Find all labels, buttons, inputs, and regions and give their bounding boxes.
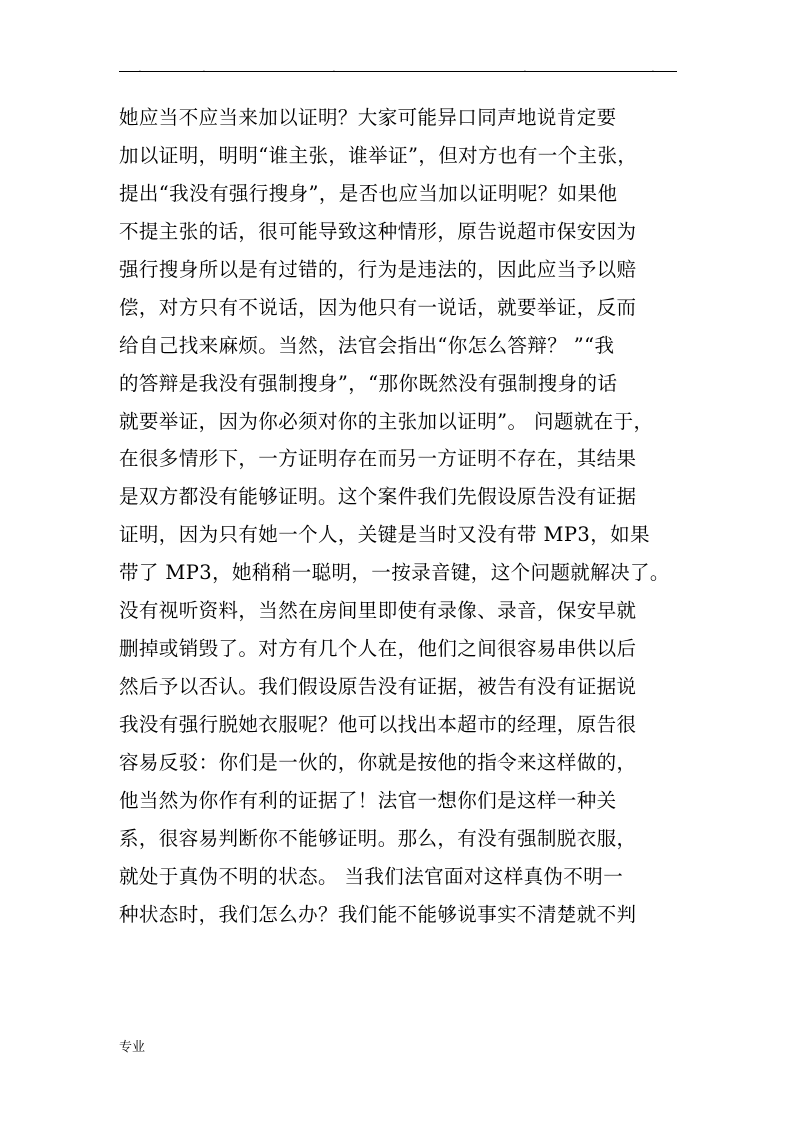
text-line: 种状态时，我们怎么办？我们能不能够说事实不清楚就不判: [119, 902, 637, 926]
text-line: 是双方都没有能够证明。这个案件我们先假设原告没有证据: [119, 485, 637, 509]
text-line: 偿，对方只有不说话，因为他只有一说话，就要举证，反而: [119, 295, 637, 319]
text-line: 然后予以否认。我们假设原告没有证据，被告有没有证据说: [119, 675, 637, 699]
header-dot: .: [524, 66, 526, 73]
header-dot: .: [139, 66, 141, 73]
text-line: 就要举证，因为你必须对你的主张加以证明”。 问题就在于，: [119, 409, 654, 433]
text-line: 容易反驳：你们是一伙的，你就是按他的指令来这样做的，: [119, 750, 637, 774]
text-line: 强行搜身所以是有过错的，行为是违法的，因此应当予以赔: [119, 257, 637, 281]
text-line: 带了 MP3，她稍稍一聪明，一按录音键，这个问题就解决了。: [119, 561, 670, 585]
text-line: 不提主张的话，很可能导致这种情形，原告说超市保安因为: [119, 219, 637, 243]
text-line: 在很多情形下，一方证明存在而另一方证明不存在，其结果: [119, 447, 637, 471]
text-line: 证明，因为只有她一个人，关键是当时又没有带 MP3，如果: [119, 523, 650, 547]
text-line: 删掉或销毁了。对方有几个人在，他们之间很容易串供以后: [119, 637, 637, 661]
text-line: 我没有强行脱她衣服呢？他可以找出本超市的经理，原告很: [119, 713, 637, 736]
text-line: 她应当不应当来加以证明？大家可能异口同声地说肯定要: [119, 106, 617, 129]
footer-label: 专业: [119, 1040, 146, 1055]
text-line: 加以证明，明明“谁主张，谁举证”，但对方也有一个主张，: [119, 143, 638, 167]
text-line: 给自己找来麻烦。当然，法官会指出“你怎么答辩？ ”“我: [119, 333, 615, 357]
text-line: 没有视听资料，当然在房间里即使有录像、录音，保安早就: [119, 599, 637, 623]
text-line: 就处于真伪不明的状态。 当我们法官面对这样真伪不明一: [119, 864, 624, 888]
header-dot: .: [652, 66, 654, 73]
text-line: 系，很容易判断你不能够证明。那么，有没有强制脱衣服，: [119, 826, 637, 850]
text-line: 的答辩是我没有强制搜身”，“那你既然没有强制搜身的话: [119, 371, 618, 395]
header-dot: .: [203, 66, 205, 73]
header-dot: .: [333, 66, 335, 73]
text-line: 他当然为你作有利的证据了！法官一想你们是这样一种关: [119, 788, 617, 812]
text-line: 提出“我没有强行搜身”，是否也应当加以证明呢？如果他: [119, 181, 618, 205]
document-body: [119, 99, 679, 934]
